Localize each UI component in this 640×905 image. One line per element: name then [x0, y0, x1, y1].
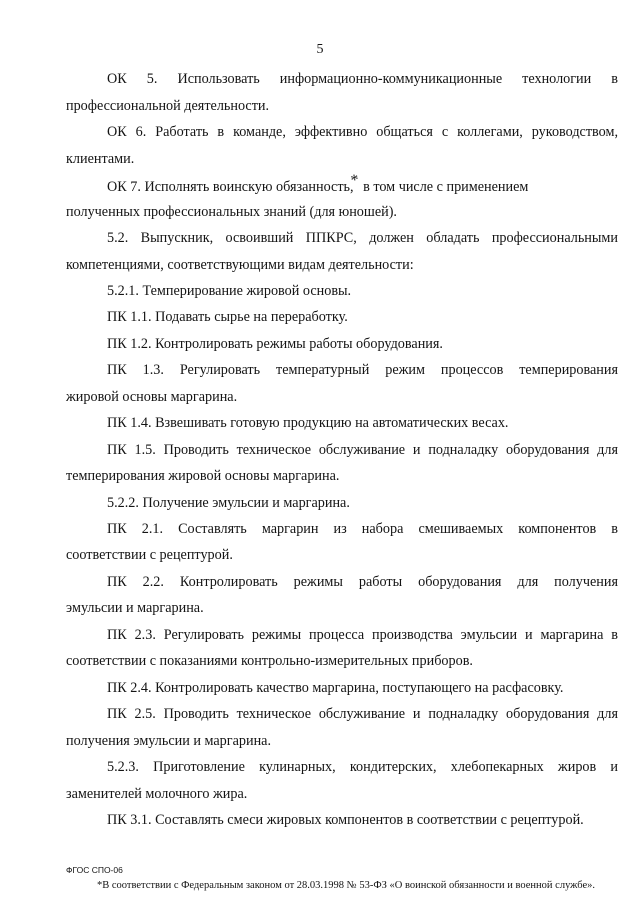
ok7-line-1 — [107, 171, 618, 196]
pk24-line: ПК 2.4. Контролировать качество маргарина, поступающего на расфасовку. — [107, 680, 564, 696]
pk22-line-2: эмульсии и маргарина. — [66, 600, 204, 616]
ok7-text-a: ОК 7. Исполнять воинскую обязанность, — [107, 179, 354, 195]
section-523-line-2: заменителей молочного жира. — [66, 786, 248, 802]
pk25-line-1: ПК 2.5. Проводить техническое обслуживание и подналадку оборудования для — [107, 706, 618, 722]
ok7-line-2: полученных профессиональных знаний (для юношей). — [66, 204, 397, 220]
pk23-line-1: ПК 2.3. Регулировать режимы процесса производства эмульсии и маргарина в — [107, 627, 618, 643]
page-number: 5 — [316, 42, 324, 57]
pk14-line: ПК 1.4. Взвешивать готовую продукцию на автоматических весах. — [107, 415, 509, 431]
ok5-line-2: профессиональной деятельности. — [66, 98, 270, 114]
pk13-line-2: жировой основы маргарина. — [66, 389, 238, 405]
ok6-line-1: ОК 6. Работать в команде, эффективно общаться с коллегами, руководством, — [107, 124, 618, 140]
footnote-marker: * — [349, 171, 360, 190]
pk15-line-2: темперирования жировой основы маргарина. — [66, 468, 340, 484]
pk31-line: ПК 3.1. Составлять смеси жировых компонентов в соответствии с рецептурой. — [107, 812, 584, 828]
section-521-heading: 5.2.1. Темперирование жировой основы. — [107, 283, 352, 299]
standard-code: ФГОС СПО-06 — [66, 865, 123, 875]
pk23-line-2: соответствии с показаниями контрольно-измерительных приборов. — [66, 653, 473, 669]
pk11-line: ПК 1.1. Подавать сырье на переработку. — [107, 309, 348, 325]
footnote: *В соответствии с Федеральным законом от 28.03.1998 № 53-ФЗ «О воинской обязанности и военной службе». — [97, 880, 596, 891]
pk21-line-2: соответствии с рецептурой. — [66, 547, 233, 563]
pk21-line-1: ПК 2.1. Составлять маргарин из набора смешиваемых компонентов в — [107, 521, 618, 537]
pk22-line-1: ПК 2.2. Контролировать режимы работы оборудования для получения — [107, 574, 618, 590]
ok6-line-2: клиентами. — [66, 151, 135, 167]
section-522-heading: 5.2.2. Получение эмульсии и маргарина. — [107, 495, 350, 511]
ok5-line-1: ОК 5. Использовать информационно-коммуникационные технологии в — [107, 71, 618, 87]
section-523-line-1: 5.2.3. Приготовление кулинарных, кондитерских, хлебопекарных жиров и — [107, 759, 618, 775]
p52-line-1: 5.2. Выпускник, освоивший ППКРС, должен обладать профессиональными — [107, 230, 618, 246]
pk13-line-1: ПК 1.3. Регулировать температурный режим процессов темперирования — [107, 362, 618, 378]
pk15-line-1: ПК 1.5. Проводить техническое обслуживание и подналадку оборудования для — [107, 442, 618, 458]
p52-line-2: компетенциями, соответствующими видам деятельности: — [66, 257, 414, 273]
ok7-text-b: в том числе с применением — [359, 179, 529, 195]
pk25-line-2: получения эмульсии и маргарина. — [66, 733, 272, 749]
pk12-line: ПК 1.2. Контролировать режимы работы оборудования. — [107, 336, 443, 352]
